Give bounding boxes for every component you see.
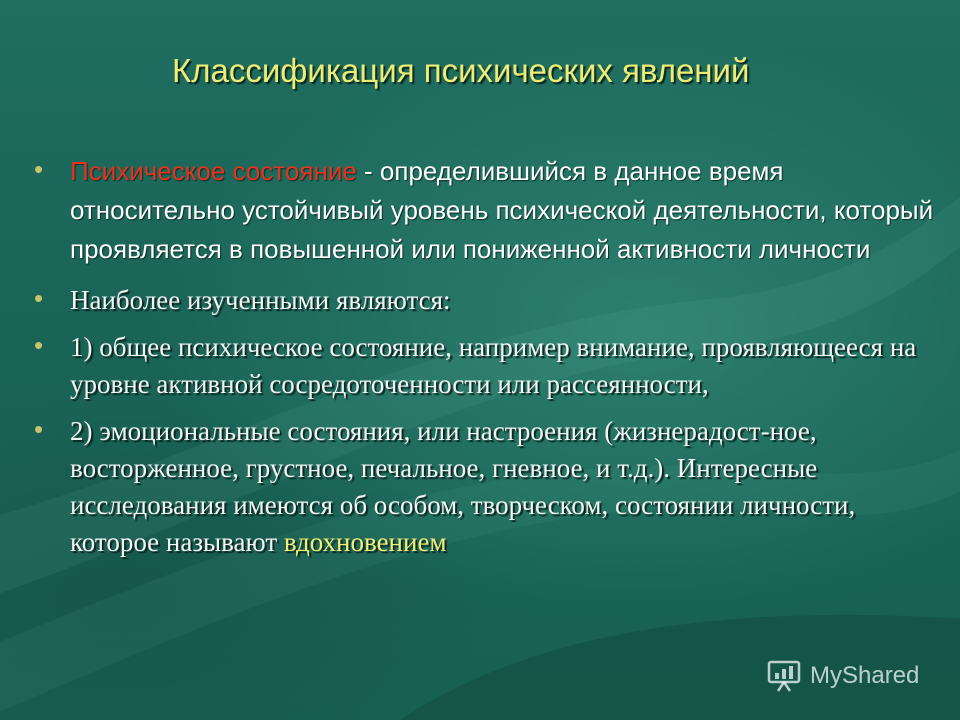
definition-text: - определившийся в данное время относительно устойчивый уровень психической деятельности, который проявляется в повышенной или пониженной активности личности bbox=[70, 156, 934, 264]
list-item bbox=[34, 152, 934, 269]
bullet-icon: • bbox=[34, 154, 44, 184]
list-item-text: Наиболее изученными являются: bbox=[70, 285, 451, 315]
list-item bbox=[34, 329, 934, 403]
bullet-icon: • bbox=[34, 330, 44, 360]
list-item-text: 1) общее психическое состояние, например внимание, проявляющееся на уровне активной сосредоточенности или рассеянности, bbox=[70, 332, 917, 399]
list-item-text: 2) эмоциональные состояния, или настроения (жизнерадост-ное, восторженное, грустное, печальное, гневное, и т.д.). Интересные исследования имеются об особом, творческом, состоянии личности, которое называют bbox=[70, 416, 856, 557]
watermark-logo bbox=[766, 656, 946, 696]
slide-title: Классификация психических явлений bbox=[172, 52, 750, 89]
inspiration-highlight: вдохновением bbox=[283, 527, 447, 557]
list-item bbox=[34, 413, 934, 561]
bullet-icon: • bbox=[34, 414, 44, 444]
presentation-icon bbox=[766, 658, 802, 694]
bullet-icon: • bbox=[34, 283, 44, 313]
bullet-list bbox=[34, 152, 934, 571]
list-item bbox=[34, 282, 934, 319]
term-highlight: Психическое состояние bbox=[70, 156, 357, 186]
watermark-text: MyShared bbox=[810, 662, 920, 689]
